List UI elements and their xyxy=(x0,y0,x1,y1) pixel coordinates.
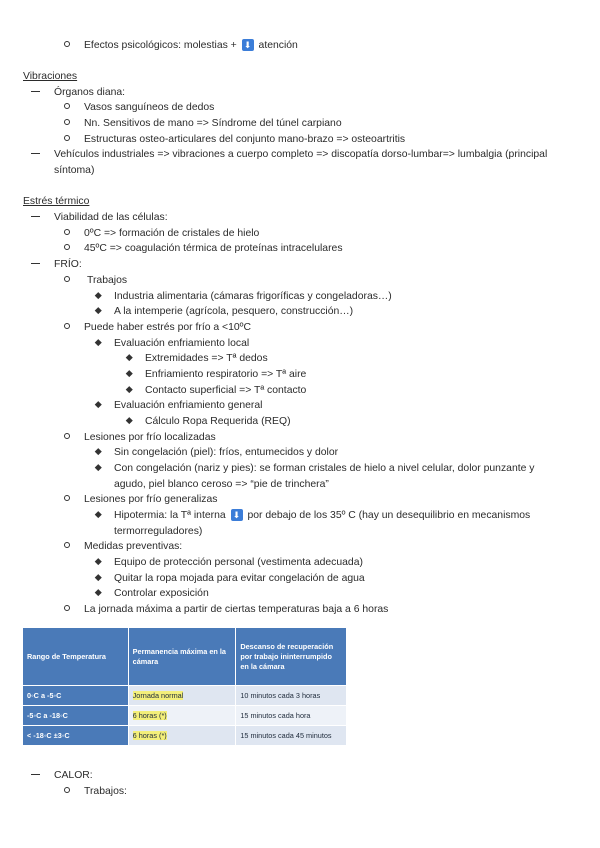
bullet-circle xyxy=(64,242,70,256)
vehiculos-line: Vehículos industriales => vibraciones a cuerpo completo => discopatía dorso-lumbar=> lumbalgia (principal xyxy=(54,149,548,160)
organos-label: Órganos diana: xyxy=(54,87,126,98)
bullet-diamond xyxy=(96,509,101,523)
list-item: Vasos sanguíneos de dedos xyxy=(84,102,215,113)
list-item: Industria alimentaria (cámaras frigoríficas y congeladoras…) xyxy=(114,291,392,302)
viabilidad-label: Viabilidad de las células: xyxy=(54,212,168,223)
table-row xyxy=(23,686,347,706)
list-item-cont: agudo, piel blanco ceroso => “pie de trinchera” xyxy=(114,479,329,490)
section-heading-vibraciones: Vibraciones xyxy=(23,71,78,82)
list-item: Nn. Sensitivos de mano => Síndrome del túnel carpiano xyxy=(84,118,342,129)
bullet-dash xyxy=(31,148,40,162)
jornada-line: La jornada máxima a partir de ciertas temperaturas baja a 6 horas xyxy=(84,604,389,615)
efectos-line: Efectos psicológicos: molestias + ⬇ atención xyxy=(84,40,298,51)
eval-local-label: Evaluación enfriamiento local xyxy=(114,338,250,349)
bullet-circle xyxy=(64,227,70,241)
bullet-diamond xyxy=(96,572,101,586)
bullet-circle xyxy=(64,321,70,335)
table-cell: -5◦C a -18◦C xyxy=(23,706,129,726)
table-cell: 15 minutos cada hora xyxy=(236,706,347,726)
bullet-dash xyxy=(31,86,40,100)
bullet-diamond xyxy=(96,305,101,319)
table-header: Descanso de recuperación por trabajo ininterrumpido en la cámara xyxy=(236,628,347,686)
bullet-diamond xyxy=(96,399,101,413)
list-item: A la intemperie (agrícola, pesquero, construcción…) xyxy=(114,306,354,317)
bullet-diamond xyxy=(96,462,101,476)
table-row xyxy=(23,706,347,726)
calor-label: CALOR: xyxy=(54,770,93,781)
bullet-circle xyxy=(64,39,70,53)
bullet-diamond xyxy=(127,352,132,366)
bullet-circle xyxy=(64,274,70,288)
calor-trabajos-label: Trabajos: xyxy=(84,786,127,797)
table-cell: Jornada normal xyxy=(128,686,236,706)
bullet-dash xyxy=(31,211,40,225)
list-item: Estructuras osteo-articulares del conjunto mano-brazo => osteoartritis xyxy=(84,134,406,145)
bullet-circle xyxy=(64,101,70,115)
down-arrow-icon: ⬇ xyxy=(231,509,243,521)
table-cell: 6 horas (*) xyxy=(128,706,236,726)
down-arrow-icon: ⬇ xyxy=(242,39,254,51)
list-item: Con congelación (nariz y pies): se forman cristales de hielo a nivel celular, dolor punzante y xyxy=(114,463,535,474)
bullet-circle xyxy=(64,493,70,507)
temperature-table xyxy=(22,627,347,746)
list-item: Contacto superficial => Tª contacto xyxy=(145,385,307,396)
bullet-diamond xyxy=(127,415,132,429)
list-item: Quitar la ropa mojada para evitar congelación de agua xyxy=(114,573,365,584)
table-cell: 6 horas (*) xyxy=(128,726,236,746)
bullet-circle xyxy=(64,117,70,131)
eval-general-label: Evaluación enfriamiento general xyxy=(114,400,263,411)
section-heading-estres: Estrés térmico xyxy=(23,196,90,207)
bullet-diamond xyxy=(96,337,101,351)
medidas-label: Medidas preventivas: xyxy=(84,541,183,552)
table-header: Rango de Temperatura xyxy=(23,628,129,686)
list-item: Equipo de protección personal (vestimenta adecuada) xyxy=(114,557,363,568)
bullet-circle xyxy=(64,133,70,147)
list-item: Controlar exposición xyxy=(114,588,209,599)
bullet-dash xyxy=(31,258,40,272)
bullet-diamond xyxy=(96,446,101,460)
hipotermia-line: Hipotermia: la Tª interna ⬇ por debajo de los 35º C (hay un desequilibrio en mecanismos xyxy=(114,510,531,521)
list-item: Cálculo Ropa Requerida (REQ) xyxy=(145,416,291,427)
bullet-diamond xyxy=(127,368,132,382)
list-item: 45ºC => coagulación térmica de proteínas intracelulares xyxy=(84,243,343,254)
vehiculos-line-2: síntoma) xyxy=(54,165,95,176)
list-item: Sin congelación (piel): fríos, entumecidos y dolor xyxy=(114,447,339,458)
bullet-circle xyxy=(64,785,70,799)
table-header-row xyxy=(23,628,347,686)
table-cell: < -18◦C ±3◦C xyxy=(23,726,129,746)
list-item: 0ºC => formación de cristales de hielo xyxy=(84,228,260,239)
bullet-circle xyxy=(64,540,70,554)
lesiones-loc-label: Lesiones por frío localizadas xyxy=(84,432,216,443)
bullet-diamond xyxy=(127,384,132,398)
list-item: Extremidades => Tª dedos xyxy=(145,353,268,364)
puede-line: Puede haber estrés por frío a <10ºC xyxy=(84,322,251,333)
table-header: Permanencia máxima en la cámara xyxy=(128,628,236,686)
table-cell: 15 minutos cada 45 minutos xyxy=(236,726,347,746)
bullet-circle xyxy=(64,603,70,617)
bullet-diamond xyxy=(96,290,101,304)
table-row xyxy=(23,726,347,746)
bullet-dash xyxy=(31,769,40,783)
table-cell: 10 minutos cada 3 horas xyxy=(236,686,347,706)
bullet-circle xyxy=(64,431,70,445)
trabajos-label: Trabajos xyxy=(87,275,128,286)
bullet-diamond xyxy=(96,587,101,601)
frio-label: FRÍO: xyxy=(54,259,82,270)
list-item: Enfriamiento respiratorio => Tª aire xyxy=(145,369,307,380)
lesiones-gen-label: Lesiones por frío generalizas xyxy=(84,494,218,505)
bullet-diamond xyxy=(96,556,101,570)
table-cell: 0◦C a -5◦C xyxy=(23,686,129,706)
list-item-cont: termorreguladores) xyxy=(114,526,203,537)
